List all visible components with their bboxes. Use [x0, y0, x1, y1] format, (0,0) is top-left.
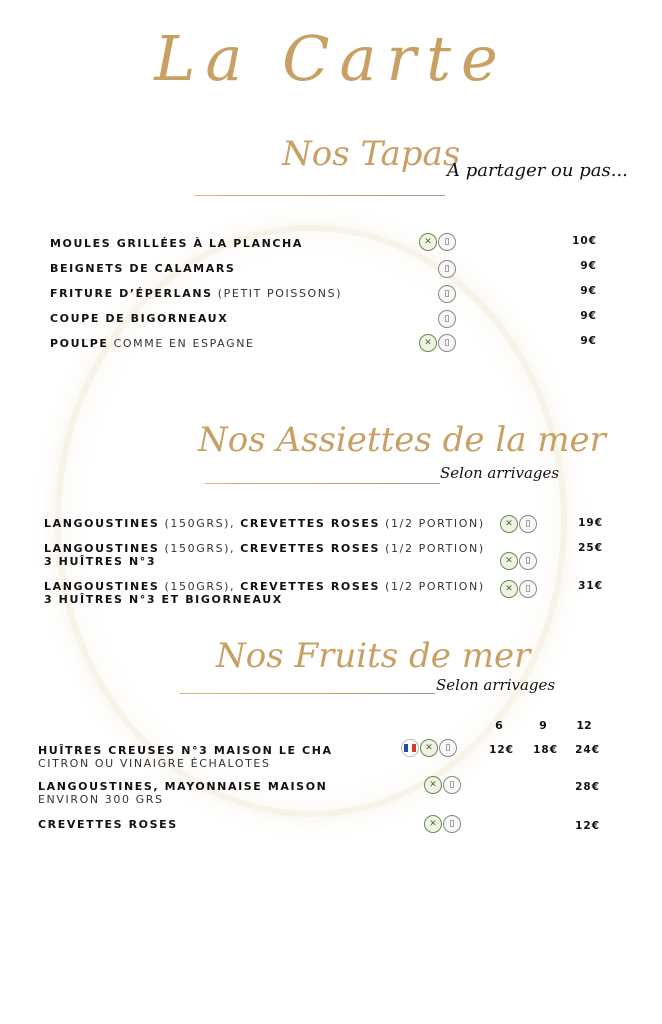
- diet-badges: [500, 580, 537, 598]
- diet-badges: [500, 552, 537, 570]
- item-price-9: 18€: [533, 744, 558, 756]
- menu-item: MOULES GRILLÉES À LA PLANCHA: [50, 237, 303, 250]
- item-price: 9€: [580, 260, 597, 272]
- menu-item: HUÎTRES CREUSES N°3 MAISON LE CHA CITRON OU VINAIGRE ÉCHALOTES: [38, 744, 333, 770]
- diet-badges: [438, 285, 456, 303]
- no-gluten-icon: ✕: [424, 776, 442, 794]
- no-lactose-icon: ▯: [438, 260, 456, 278]
- section-subtitle-tapas: A partager ou pas...: [447, 160, 628, 181]
- no-lactose-icon: ▯: [439, 739, 457, 757]
- menu-item: LANGOUSTINES (150GRS), CREVETTES ROSES (1/2 PORTION): [44, 517, 485, 530]
- diet-badges: [424, 776, 461, 794]
- item-price: 12€: [575, 820, 600, 832]
- menu-item: LANGOUSTINES (150GRS), CREVETTES ROSES (1/2 PORTION) 3 HUÎTRES N°3: [44, 542, 485, 568]
- menu-item: FRITURE D’ÉPERLANS (PETIT POISSONS): [50, 287, 343, 300]
- item-price: 9€: [580, 310, 597, 322]
- item-price: 10€: [572, 235, 597, 247]
- no-gluten-icon: ✕: [500, 515, 518, 533]
- column-header-9: 9: [539, 719, 547, 732]
- section-title-tapas: Nos Tapas: [282, 134, 461, 174]
- item-price: 9€: [580, 285, 597, 297]
- diet-badges: [438, 310, 456, 328]
- section-title-assiettes: Nos Assiettes de la mer: [198, 420, 606, 460]
- no-lactose-icon: ▯: [443, 815, 461, 833]
- section-divider-tapas: [195, 195, 445, 196]
- column-header-6: 6: [495, 719, 503, 732]
- no-gluten-icon: ✕: [420, 739, 438, 757]
- menu-item: CREVETTES ROSES: [38, 818, 178, 831]
- item-price: 28€: [575, 781, 600, 793]
- item-price-6: 12€: [489, 744, 514, 756]
- diet-badges: [424, 815, 461, 833]
- no-lactose-icon: ▯: [438, 334, 456, 352]
- menu-item: BEIGNETS DE CALAMARS: [50, 262, 236, 275]
- no-lactose-icon: ▯: [438, 310, 456, 328]
- no-lactose-icon: ▯: [519, 580, 537, 598]
- diet-badges: [438, 260, 456, 278]
- item-price: 31€: [578, 580, 603, 592]
- menu-item: COUPE DE BIGORNEAUX: [50, 312, 229, 325]
- no-lactose-icon: ▯: [443, 776, 461, 794]
- no-gluten-icon: ✕: [500, 552, 518, 570]
- no-lactose-icon: ▯: [438, 233, 456, 251]
- no-gluten-icon: ✕: [424, 815, 442, 833]
- no-gluten-icon: ✕: [500, 580, 518, 598]
- section-subtitle-fruits: Selon arrivages: [436, 676, 556, 694]
- item-price-12: 24€: [575, 744, 600, 756]
- item-price: 19€: [578, 517, 603, 529]
- section-divider-fruits: [180, 693, 435, 694]
- menu-item: LANGOUSTINES (150GRS), CREVETTES ROSES (1/2 PORTION) 3 HUÎTRES N°3 ET BIGORNEAUX: [44, 580, 485, 606]
- no-lactose-icon: ▯: [519, 552, 537, 570]
- menu-item: LANGOUSTINES, MAYONNAISE MAISON ENVIRON 300 GRS: [38, 780, 328, 806]
- diet-badges: [419, 233, 456, 251]
- item-price: 9€: [580, 335, 597, 347]
- page-title: La Carte: [154, 22, 508, 95]
- section-subtitle-assiettes: Selon arrivages: [440, 464, 560, 482]
- no-gluten-icon: ✕: [419, 334, 437, 352]
- item-price: 25€: [578, 542, 603, 554]
- column-header-12: 12: [576, 719, 592, 732]
- diet-badges: [401, 739, 457, 757]
- no-gluten-icon: ✕: [419, 233, 437, 251]
- menu-item: POULPE COMME EN ESPAGNE: [50, 337, 255, 350]
- section-title-fruits: Nos Fruits de mer: [216, 636, 531, 676]
- origin-france-icon: [401, 739, 419, 757]
- no-lactose-icon: ▯: [519, 515, 537, 533]
- no-lactose-icon: ▯: [438, 285, 456, 303]
- section-divider-assiettes: [205, 483, 440, 484]
- diet-badges: [500, 515, 537, 533]
- diet-badges: [419, 334, 456, 352]
